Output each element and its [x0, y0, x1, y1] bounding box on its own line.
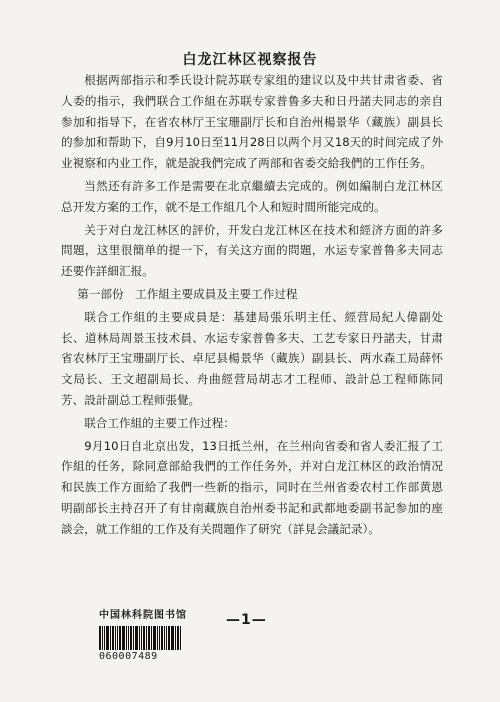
barcode-bar: [122, 626, 125, 650]
barcode-bar: [110, 626, 111, 650]
paragraph: 根据两部指示和季氏设计院苏联专家组的建议以及中共甘肃省委、省人委的指示，我們联合工作組在苏联专家普鲁多夫和日丹諾夫同志的亲自参加和指导下，在省农林厅王宝珊副厅长和自治州楊景华（藏族）副县长的参加和帮助下，自9月10日至11月28日以两个月又18天的时间完成了外业視察和内业工作，就是說我們完成了两部和省委交給我們的工作任务。: [61, 73, 443, 171]
barcode-bar: [146, 626, 147, 650]
barcode-bar: [180, 626, 181, 650]
library-stamp: [99, 609, 197, 663]
barcode-bar: [159, 626, 160, 650]
barcode-bar: [106, 626, 109, 650]
barcode-bar: [115, 626, 116, 650]
barcode-bar: [104, 626, 105, 650]
document-title: 白龙江林区视察报告: [182, 52, 318, 68]
paragraph: 关于对白龙江林区的評价，开发白龙江林区在技术和經济方面的許多問題，这里很簡单的提一下，有关这方面的問題，水运专家普鲁多夫同志还要作詳細汇报。: [61, 222, 443, 279]
paragraph: 联合工作組的主要工作过程：: [84, 415, 235, 430]
barcode-bar: [166, 626, 167, 650]
paragraph: 联合工作組的主要成員是：基建局張乐明主任、經营局紀人偉副处长、道林局周景玉技术員、水运专家普鲁多夫、工艺专家日丹諾夫，甘肃省农林厅王宝珊副厅长、卓尼县楊景华（藏族）副县长、两水森工局薛怀文局长、王文超副局长、舟曲經营局胡志才工程师、設計总工程师陈同芳、設計副总工程师張覺。: [61, 309, 443, 407]
barcode-bar: [153, 626, 156, 650]
barcode-bar: [117, 626, 118, 650]
barcode-image: [99, 626, 197, 650]
paragraph: 9月10日自北京出发，13日抵兰州，在兰州向省委和省人委汇报了工作組的任务，除同意部給我們的工作任务外，并对白龙江林区的政治情况和民族工作方面給了我們一些新的指示，同时在兰州省委农村工作部黄恩明副部长主持召开了有甘南藏族自治州委书記和武都地委副书記参加的座談会，就工作組的工作及有关問題作了研究（詳見会議記录）。: [61, 438, 443, 536]
barcode-bar: [177, 626, 179, 650]
barcode-bar: [161, 626, 163, 650]
barcode-bar: [148, 626, 150, 650]
barcode-number: 060007489: [99, 651, 158, 662]
barcode-bar: [157, 626, 158, 650]
page-number: —1—: [226, 612, 267, 628]
barcode-bar: [99, 626, 101, 650]
barcode-bar: [102, 626, 103, 650]
barcode-bar: [164, 626, 165, 650]
library-name: 中国林科院图书馆: [99, 610, 187, 621]
barcode-bar: [128, 626, 129, 650]
section-heading: 第一部份 工作組主要成員及主要工作过程: [77, 286, 298, 301]
barcode-bar: [175, 626, 176, 650]
barcode-bar: [139, 626, 140, 650]
barcode-bar: [130, 626, 132, 650]
paragraph: 当然还有許多工作是需要在北京繼續去完成的。例如編制白龙江林区总开发方案的工作，就不是工作組几个人和短时間所能完成的。: [61, 178, 443, 214]
document-body: [61, 70, 443, 542]
barcode-bar: [133, 626, 134, 650]
barcode-bar: [141, 626, 142, 650]
barcode-bar: [168, 626, 170, 650]
barcode-bar: [171, 626, 174, 650]
barcode-bar: [135, 626, 138, 650]
barcode-bar: [119, 626, 121, 650]
barcode-bar: [143, 626, 145, 650]
barcode-bar: [112, 626, 114, 650]
barcode-bar: [126, 626, 127, 650]
barcode-bar: [151, 626, 152, 650]
